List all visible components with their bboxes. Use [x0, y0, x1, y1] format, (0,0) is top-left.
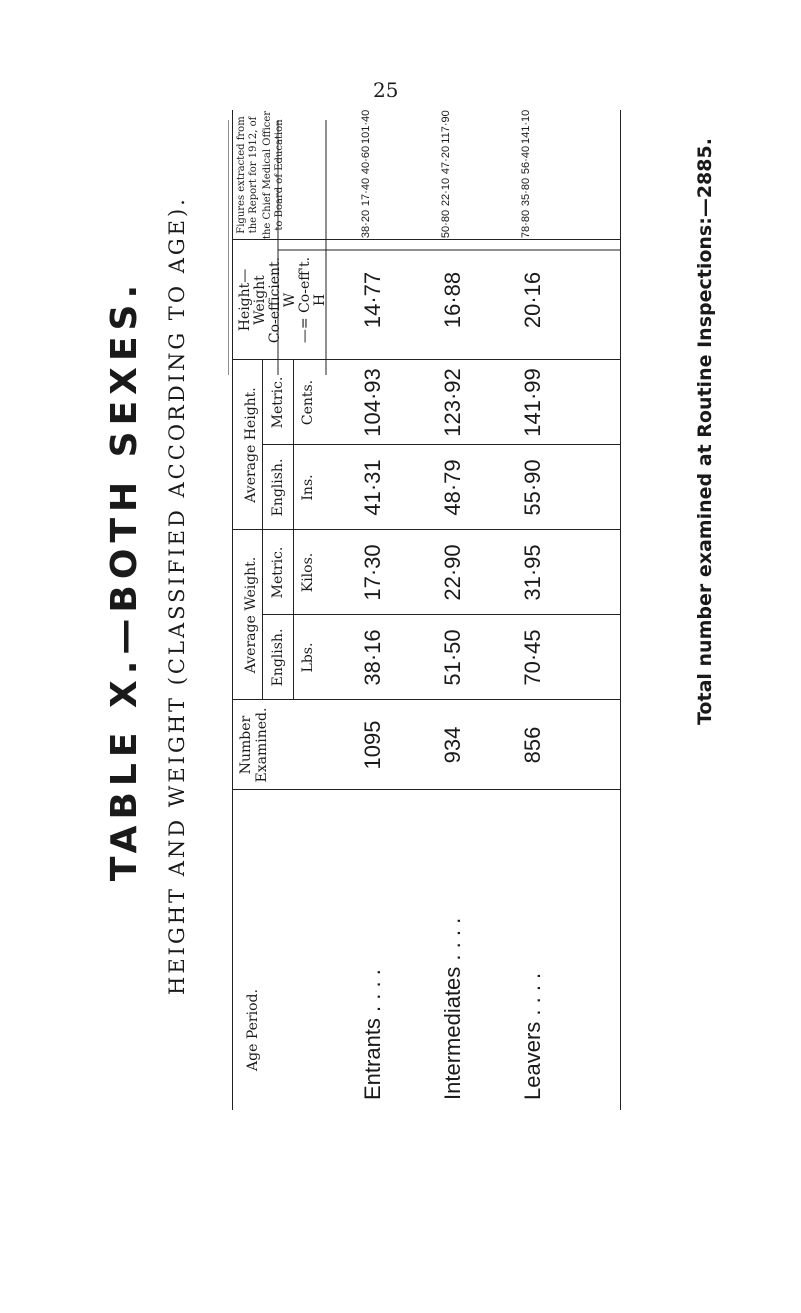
cell-coeff: 14·77	[360, 271, 385, 329]
cell-number: 934	[440, 726, 465, 764]
cell-avght-ins: 55·90	[520, 459, 545, 516]
header-avgwt-lbs: Lbs.	[300, 642, 316, 673]
cell-rep-ht-cents: 141·10	[520, 109, 532, 144]
cell-rep-ht-ins: 40·60	[360, 145, 372, 175]
header-average-height: Average Height.	[243, 387, 259, 503]
header-coeff-1: Height—	[237, 268, 253, 332]
cell-avght-ins: 41·31	[360, 459, 385, 516]
cell-avgwt-kilos: 31·95	[520, 544, 545, 601]
row-label-leavers: Leavers . . . .	[520, 972, 545, 1100]
cell-avgwt-lbs: 38·16	[360, 629, 385, 686]
header-coeff-2: Weight	[252, 275, 268, 325]
cell-avght-cents: 104·93	[360, 368, 385, 437]
cell-rep-wt-kilos: 17·40	[360, 177, 372, 207]
hdr-rule-2	[293, 360, 294, 700]
header-avght-cents: Cents.	[300, 379, 316, 426]
cell-coeff: 20·16	[520, 271, 545, 329]
col-sep-avgwt	[232, 529, 620, 530]
report-block	[228, 120, 620, 375]
header-figures-1: Figures extracted from the Report for 1912, of	[236, 116, 259, 234]
header-average-weight: Average Weight.	[243, 556, 259, 674]
cell-rep-wt-kilos: 22·10	[440, 177, 452, 207]
col-sep-number	[232, 699, 620, 700]
header-avgwt-metric: Metric.	[270, 546, 286, 599]
cell-rep-ht-ins: 56·40	[520, 145, 532, 175]
cell-rep-ht-cents: 117·90	[440, 110, 452, 144]
table-bottom-rule	[620, 110, 621, 1110]
cell-number: 856	[520, 726, 545, 764]
table-subtitle: HEIGHT AND WEIGHT (CLASSIFIED ACCORDING TO AGE).	[165, 196, 189, 995]
cell-rep-wt-kilos: 35·80	[520, 177, 532, 207]
cell-avgwt-lbs: 51·50	[440, 629, 465, 686]
col-sep-age	[232, 789, 620, 790]
row-label-entrants: Entrants . . . .	[360, 969, 385, 1100]
header-avght-ins: Ins.	[300, 474, 316, 501]
page-number: 25	[373, 78, 399, 102]
header-avght-metric: Metric.	[270, 376, 286, 429]
header-avgwt-english: English.	[270, 628, 286, 687]
header-number-examined: Number Examined.	[238, 707, 270, 783]
hdr-rule-1	[262, 360, 263, 700]
cell-rep-ht-cents: 101·40	[360, 109, 372, 144]
cell-avght-cents: 141·99	[520, 368, 545, 437]
header-coeff-5: —= Co-eff't.	[297, 256, 313, 344]
header-coeff-3: Co-efficient.	[267, 256, 283, 344]
cell-number: 1095	[360, 720, 385, 770]
cell-avgwt-lbs: 70·45	[520, 629, 545, 686]
cell-rep-ht-ins: 47·20	[440, 145, 452, 175]
cell-avgwt-kilos: 17·30	[360, 544, 385, 601]
table-title: TABLE X.—BOTH SEXES.	[104, 278, 145, 882]
cell-avght-cents: 123·92	[440, 368, 465, 437]
cell-rep-wt-lbs: 78·80	[520, 209, 532, 239]
header-coeff-6: H	[312, 293, 328, 307]
cell-rep-wt-lbs: 50·80	[440, 209, 452, 239]
cell-rep-wt-lbs: 38·20	[360, 209, 372, 239]
report-grid	[228, 120, 620, 375]
header-age-period: Age Period.	[245, 989, 261, 1071]
header-avgwt-kilos: Kilos.	[300, 552, 316, 593]
header-figures-2: the Chief Medical Officer to Board of Education	[262, 110, 285, 240]
header-coeff-4: W	[282, 292, 298, 308]
header-avght-english: English.	[270, 458, 286, 517]
footer-note: Total number examined at Routine Inspections:—2885.	[694, 138, 716, 725]
row-label-intermediates: Intermediates . . . .	[440, 917, 465, 1100]
cell-coeff: 16·88	[440, 271, 465, 329]
cell-avgwt-kilos: 22·90	[440, 544, 465, 601]
cell-avght-ins: 48·79	[440, 459, 465, 516]
